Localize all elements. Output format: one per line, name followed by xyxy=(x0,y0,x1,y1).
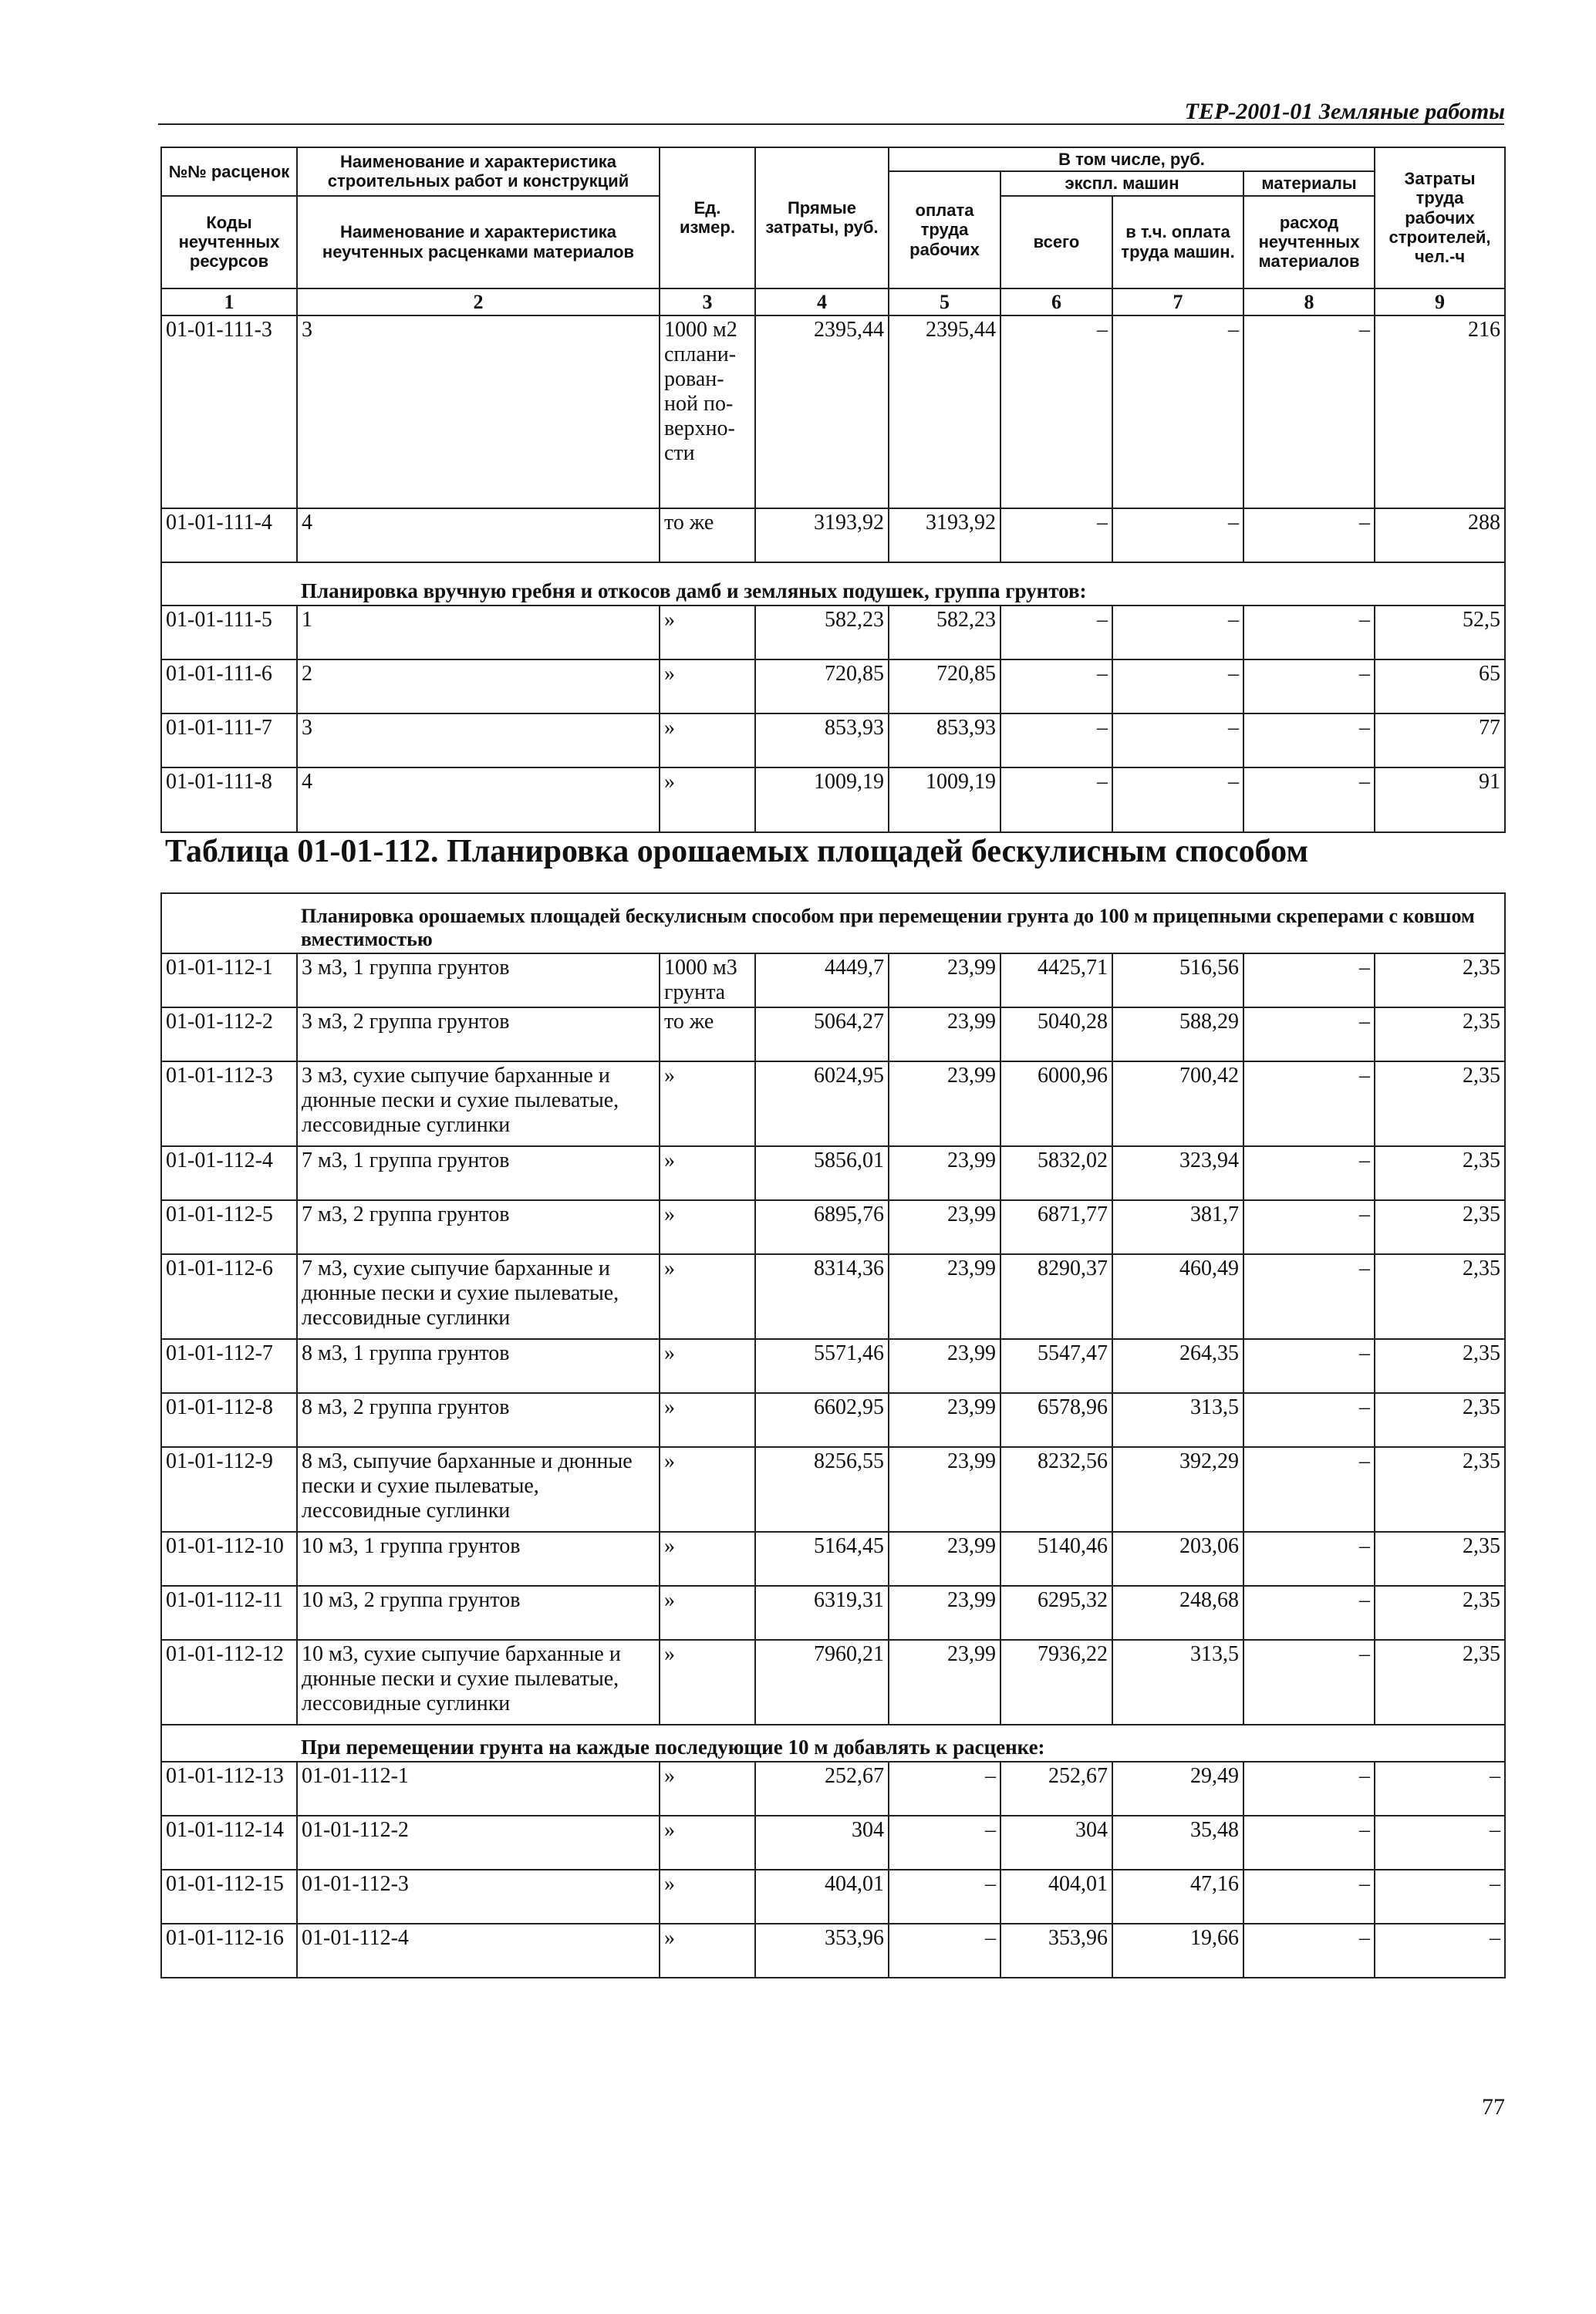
machine-operator-pay: 516,56 xyxy=(1112,953,1243,1007)
machine-operator-pay: 264,35 xyxy=(1112,1339,1243,1393)
worker-pay: 23,99 xyxy=(889,1447,1000,1532)
worker-pay: 2395,44 xyxy=(889,315,1000,508)
page-number: 77 xyxy=(1482,2094,1505,2120)
worker-pay: 853,93 xyxy=(889,713,1000,767)
work-name: 3 м3, сухие сыпучие барханные и дюнные пески и сухие пылеватые, лессовидные суглинки xyxy=(297,1061,660,1146)
rate-code: 01-01-111-4 xyxy=(161,508,297,562)
table-row xyxy=(161,315,1505,508)
section-row xyxy=(161,1725,1505,1762)
unit: » xyxy=(660,1924,755,1978)
header-name-bottom: Наименование и характеристика неучтенных расценками материалов xyxy=(297,196,660,288)
unit: » xyxy=(660,1339,755,1393)
rate-code: 01-01-112-16 xyxy=(161,1924,297,1978)
work-name: 3 xyxy=(297,713,660,767)
direct-costs: 8314,36 xyxy=(755,1254,889,1339)
rate-code: 01-01-112-11 xyxy=(161,1586,297,1640)
machine-operator-pay: – xyxy=(1112,508,1243,562)
materials: – xyxy=(1243,1339,1375,1393)
header-machine-operator-pay: в т.ч. оплата труда машин. xyxy=(1112,196,1243,288)
machines-total: 353,96 xyxy=(1000,1924,1112,1978)
labor-hours: – xyxy=(1375,1870,1505,1924)
labor-hours: 2,35 xyxy=(1375,1254,1505,1339)
direct-costs: 4449,7 xyxy=(755,953,889,1007)
labor-hours: 216 xyxy=(1375,315,1505,508)
column-index: 7 xyxy=(1112,288,1243,316)
direct-costs: 5571,46 xyxy=(755,1339,889,1393)
unit: » xyxy=(660,1586,755,1640)
machines-total: – xyxy=(1000,605,1112,659)
rate-code: 01-01-112-4 xyxy=(161,1146,297,1200)
machine-operator-pay: 588,29 xyxy=(1112,1007,1243,1061)
labor-hours: 2,35 xyxy=(1375,1586,1505,1640)
labor-hours: 91 xyxy=(1375,767,1505,832)
unit: » xyxy=(660,1447,755,1532)
labor-hours: 65 xyxy=(1375,659,1505,713)
rate-code: 01-01-112-15 xyxy=(161,1870,297,1924)
header-unit: Ед. измер. xyxy=(660,147,755,288)
labor-hours: 2,35 xyxy=(1375,1146,1505,1200)
unit: » xyxy=(660,1061,755,1146)
machines-total: 252,67 xyxy=(1000,1762,1112,1816)
rate-code: 01-01-112-8 xyxy=(161,1393,297,1447)
worker-pay: 1009,19 xyxy=(889,767,1000,832)
header-machines-total: всего xyxy=(1000,196,1112,288)
materials: – xyxy=(1243,1146,1375,1200)
direct-costs: 5064,27 xyxy=(755,1007,889,1061)
work-name: 8 м3, 1 группа грунтов xyxy=(297,1339,660,1393)
rate-code: 01-01-112-7 xyxy=(161,1339,297,1393)
worker-pay: 23,99 xyxy=(889,1007,1000,1061)
labor-hours: 2,35 xyxy=(1375,1007,1505,1061)
materials: – xyxy=(1243,659,1375,713)
rate-code: 01-01-112-2 xyxy=(161,1007,297,1061)
machines-total: 6578,96 xyxy=(1000,1393,1112,1447)
materials: – xyxy=(1243,1924,1375,1978)
unit: » xyxy=(660,1532,755,1586)
direct-costs: 404,01 xyxy=(755,1870,889,1924)
worker-pay: 23,99 xyxy=(889,1061,1000,1146)
machines-total: – xyxy=(1000,315,1112,508)
table-row xyxy=(161,605,1505,659)
labor-hours: 2,35 xyxy=(1375,1640,1505,1725)
materials: – xyxy=(1243,1762,1375,1816)
unit: » xyxy=(660,605,755,659)
labor-hours: – xyxy=(1375,1762,1505,1816)
machines-total: 6871,77 xyxy=(1000,1200,1112,1254)
unit: » xyxy=(660,1393,755,1447)
unit: » xyxy=(660,767,755,832)
materials: – xyxy=(1243,508,1375,562)
materials: – xyxy=(1243,1007,1375,1061)
worker-pay: 23,99 xyxy=(889,953,1000,1007)
table-01-01-112 xyxy=(160,892,1506,1978)
work-name: 01-01-112-1 xyxy=(297,1762,660,1816)
table-row xyxy=(161,1146,1505,1200)
table-row xyxy=(161,1339,1505,1393)
unit: то же xyxy=(660,1007,755,1061)
work-name: 01-01-112-3 xyxy=(297,1870,660,1924)
table-row xyxy=(161,1762,1505,1816)
materials: – xyxy=(1243,1816,1375,1870)
header-codes-top: №№ расценок xyxy=(161,147,297,196)
table-row xyxy=(161,1924,1505,1978)
machine-operator-pay: 313,5 xyxy=(1112,1393,1243,1447)
table-row xyxy=(161,1870,1505,1924)
direct-costs: 6602,95 xyxy=(755,1393,889,1447)
machine-operator-pay: – xyxy=(1112,767,1243,832)
table-row xyxy=(161,508,1505,562)
materials: – xyxy=(1243,1870,1375,1924)
labor-hours: 2,35 xyxy=(1375,1532,1505,1586)
unit: » xyxy=(660,1146,755,1200)
direct-costs: 8256,55 xyxy=(755,1447,889,1532)
machines-total: 5040,28 xyxy=(1000,1007,1112,1061)
machine-operator-pay: 47,16 xyxy=(1112,1870,1243,1924)
machine-operator-pay: – xyxy=(1112,605,1243,659)
rate-code: 01-01-111-3 xyxy=(161,315,297,508)
rate-code: 01-01-112-10 xyxy=(161,1532,297,1586)
machine-operator-pay: – xyxy=(1112,315,1243,508)
direct-costs: 7960,21 xyxy=(755,1640,889,1725)
unit: » xyxy=(660,1762,755,1816)
section-row xyxy=(161,893,1505,953)
machines-total: 8232,56 xyxy=(1000,1447,1112,1532)
labor-hours: – xyxy=(1375,1924,1505,1978)
machines-total: 7936,22 xyxy=(1000,1640,1112,1725)
worker-pay: 23,99 xyxy=(889,1254,1000,1339)
work-name: 8 м3, 2 группа грунтов xyxy=(297,1393,660,1447)
labor-hours: 2,35 xyxy=(1375,1447,1505,1532)
machines-total: 6295,32 xyxy=(1000,1586,1112,1640)
worker-pay: – xyxy=(889,1870,1000,1924)
direct-costs: 353,96 xyxy=(755,1924,889,1978)
column-index: 3 xyxy=(660,288,755,316)
worker-pay: 720,85 xyxy=(889,659,1000,713)
work-name: 01-01-112-4 xyxy=(297,1924,660,1978)
rate-code: 01-01-112-14 xyxy=(161,1816,297,1870)
direct-costs: 853,93 xyxy=(755,713,889,767)
materials: – xyxy=(1243,605,1375,659)
unit: » xyxy=(660,1640,755,1725)
work-name: 10 м3, сухие сыпучие барханные и дюнные пески и сухие пылеватые, лессовидные суглинки xyxy=(297,1640,660,1725)
machine-operator-pay: 248,68 xyxy=(1112,1586,1243,1640)
direct-costs: 252,67 xyxy=(755,1762,889,1816)
header-direct-costs: Прямые затраты, руб. xyxy=(755,147,889,288)
header-codes-bottom: Коды неучтенных ресурсов xyxy=(161,196,297,288)
materials: – xyxy=(1243,1200,1375,1254)
table-title: Таблица 01-01-112. Планировка орошаемых площадей бескулисным способом xyxy=(165,834,1308,869)
section-title: Планировка вручную гребня и откосов дамб и земляных подушек, группа грунтов: xyxy=(161,562,1505,605)
labor-hours: 2,35 xyxy=(1375,1393,1505,1447)
rate-code: 01-01-112-13 xyxy=(161,1762,297,1816)
work-name: 7 м3, 2 группа грунтов xyxy=(297,1200,660,1254)
column-index: 1 xyxy=(161,288,297,316)
column-index: 9 xyxy=(1375,288,1505,316)
rate-code: 01-01-112-1 xyxy=(161,953,297,1007)
labor-hours: 2,35 xyxy=(1375,1200,1505,1254)
labor-hours: 2,35 xyxy=(1375,1339,1505,1393)
table-row xyxy=(161,1254,1505,1339)
section-title: Планировка орошаемых площадей бескулисным способом при перемещении грунта до 100 м прицепными скреперами с ковшом вместимостью xyxy=(161,893,1505,953)
section-row xyxy=(161,562,1505,605)
machines-total: – xyxy=(1000,767,1112,832)
labor-hours: 288 xyxy=(1375,508,1505,562)
column-index: 2 xyxy=(297,288,660,316)
worker-pay: – xyxy=(889,1816,1000,1870)
table-row xyxy=(161,1816,1505,1870)
worker-pay: 582,23 xyxy=(889,605,1000,659)
machines-total: 5140,46 xyxy=(1000,1532,1112,1586)
unit: » xyxy=(660,1200,755,1254)
table-row xyxy=(161,767,1505,832)
direct-costs: 6024,95 xyxy=(755,1061,889,1146)
labor-hours: – xyxy=(1375,1816,1505,1870)
table-row xyxy=(161,713,1505,767)
rate-code: 01-01-112-6 xyxy=(161,1254,297,1339)
header-including: В том числе, руб. xyxy=(889,147,1375,171)
work-name: 4 xyxy=(297,508,660,562)
machines-total: – xyxy=(1000,659,1112,713)
machines-total: 5832,02 xyxy=(1000,1146,1112,1200)
table-row xyxy=(161,1061,1505,1146)
machine-operator-pay: 19,66 xyxy=(1112,1924,1243,1978)
machines-total: – xyxy=(1000,713,1112,767)
machines-total: 4425,71 xyxy=(1000,953,1112,1007)
machine-operator-pay: 323,94 xyxy=(1112,1146,1243,1200)
table-row xyxy=(161,1586,1505,1640)
unit: 1000 м2 сплани-рован-ной по-верхно-сти xyxy=(660,315,755,508)
rate-code: 01-01-112-12 xyxy=(161,1640,297,1725)
rate-code: 01-01-112-9 xyxy=(161,1447,297,1532)
direct-costs: 720,85 xyxy=(755,659,889,713)
materials: – xyxy=(1243,1061,1375,1146)
section-title: При перемещении грунта на каждые последующие 10 м добавлять к расценке: xyxy=(161,1725,1505,1762)
work-name: 2 xyxy=(297,659,660,713)
column-index: 6 xyxy=(1000,288,1112,316)
rate-code: 01-01-112-5 xyxy=(161,1200,297,1254)
header-rule xyxy=(158,123,1504,125)
materials: – xyxy=(1243,713,1375,767)
worker-pay: 23,99 xyxy=(889,1640,1000,1725)
rate-code: 01-01-112-3 xyxy=(161,1061,297,1146)
rate-code: 01-01-111-5 xyxy=(161,605,297,659)
unit: » xyxy=(660,659,755,713)
work-name: 3 м3, 2 группа грунтов xyxy=(297,1007,660,1061)
machines-total: 304 xyxy=(1000,1816,1112,1870)
work-name: 4 xyxy=(297,767,660,832)
worker-pay: 23,99 xyxy=(889,1532,1000,1586)
machines-total: – xyxy=(1000,508,1112,562)
direct-costs: 3193,92 xyxy=(755,508,889,562)
unit: » xyxy=(660,1870,755,1924)
machine-operator-pay: 203,06 xyxy=(1112,1532,1243,1586)
header-machines: экспл. машин xyxy=(1000,171,1243,195)
worker-pay: – xyxy=(889,1762,1000,1816)
machine-operator-pay: 35,48 xyxy=(1112,1816,1243,1870)
direct-costs: 304 xyxy=(755,1816,889,1870)
column-index: 5 xyxy=(889,288,1000,316)
machine-operator-pay: 460,49 xyxy=(1112,1254,1243,1339)
materials: – xyxy=(1243,1640,1375,1725)
header-worker-pay: оплата труда рабочих xyxy=(889,171,1000,288)
materials: – xyxy=(1243,767,1375,832)
labor-hours: 77 xyxy=(1375,713,1505,767)
table-row xyxy=(161,1532,1505,1586)
machines-total: 404,01 xyxy=(1000,1870,1112,1924)
running-head: ТЕР-2001-01 Земляные работы xyxy=(1184,99,1505,124)
worker-pay: 3193,92 xyxy=(889,508,1000,562)
table-row xyxy=(161,953,1505,1007)
materials: – xyxy=(1243,1254,1375,1339)
work-name: 1 xyxy=(297,605,660,659)
labor-hours: 2,35 xyxy=(1375,953,1505,1007)
rate-code: 01-01-111-8 xyxy=(161,767,297,832)
direct-costs: 5856,01 xyxy=(755,1146,889,1200)
materials: – xyxy=(1243,1586,1375,1640)
machine-operator-pay: 700,42 xyxy=(1112,1061,1243,1146)
work-name: 3 xyxy=(297,315,660,508)
worker-pay: 23,99 xyxy=(889,1393,1000,1447)
work-name: 10 м3, 2 группа грунтов xyxy=(297,1586,660,1640)
worker-pay: 23,99 xyxy=(889,1586,1000,1640)
worker-pay: 23,99 xyxy=(889,1339,1000,1393)
machine-operator-pay: 381,7 xyxy=(1112,1200,1243,1254)
unit: то же xyxy=(660,508,755,562)
unit: » xyxy=(660,1816,755,1870)
unit: 1000 м3 грунта xyxy=(660,953,755,1007)
header-unaccounted-materials: расход неучтенных материалов xyxy=(1243,196,1375,288)
header-labor-hours: Затраты труда рабочих строителей, чел.-ч xyxy=(1375,147,1505,288)
worker-pay: 23,99 xyxy=(889,1200,1000,1254)
table-01-01-111 xyxy=(160,147,1506,833)
worker-pay: – xyxy=(889,1924,1000,1978)
table-row xyxy=(161,1447,1505,1532)
machines-total: 6000,96 xyxy=(1000,1061,1112,1146)
table-row xyxy=(161,1640,1505,1725)
work-name: 7 м3, 1 группа грунтов xyxy=(297,1146,660,1200)
direct-costs: 1009,19 xyxy=(755,767,889,832)
column-index: 4 xyxy=(755,288,889,316)
machine-operator-pay: 313,5 xyxy=(1112,1640,1243,1725)
table-header xyxy=(161,147,1505,315)
worker-pay: 23,99 xyxy=(889,1146,1000,1200)
machine-operator-pay: 29,49 xyxy=(1112,1762,1243,1816)
materials: – xyxy=(1243,315,1375,508)
direct-costs: 6319,31 xyxy=(755,1586,889,1640)
table-row xyxy=(161,659,1505,713)
materials: – xyxy=(1243,953,1375,1007)
unit: » xyxy=(660,713,755,767)
work-name: 8 м3, сыпучие барханные и дюнные пески и сухие пылеватые, лессовидные суглинки xyxy=(297,1447,660,1532)
rate-code: 01-01-111-6 xyxy=(161,659,297,713)
materials: – xyxy=(1243,1447,1375,1532)
table-row xyxy=(161,1200,1505,1254)
machine-operator-pay: – xyxy=(1112,659,1243,713)
work-name: 01-01-112-2 xyxy=(297,1816,660,1870)
table-row xyxy=(161,1393,1505,1447)
direct-costs: 2395,44 xyxy=(755,315,889,508)
machine-operator-pay: – xyxy=(1112,713,1243,767)
table-row xyxy=(161,1007,1505,1061)
machines-total: 5547,47 xyxy=(1000,1339,1112,1393)
rate-code: 01-01-111-7 xyxy=(161,713,297,767)
work-name: 3 м3, 1 группа грунтов xyxy=(297,953,660,1007)
labor-hours: 2,35 xyxy=(1375,1061,1505,1146)
direct-costs: 6895,76 xyxy=(755,1200,889,1254)
header-materials: материалы xyxy=(1243,171,1375,195)
column-index: 8 xyxy=(1243,288,1375,316)
unit: » xyxy=(660,1254,755,1339)
header-name-top: Наименование и характеристика строительных работ и конструкций xyxy=(297,147,660,196)
machines-total: 8290,37 xyxy=(1000,1254,1112,1339)
work-name: 7 м3, сухие сыпучие барханные и дюнные пески и сухие пылеватые, лессовидные суглинки xyxy=(297,1254,660,1339)
work-name: 10 м3, 1 группа грунтов xyxy=(297,1532,660,1586)
materials: – xyxy=(1243,1393,1375,1447)
materials: – xyxy=(1243,1532,1375,1586)
labor-hours: 52,5 xyxy=(1375,605,1505,659)
direct-costs: 582,23 xyxy=(755,605,889,659)
direct-costs: 5164,45 xyxy=(755,1532,889,1586)
machine-operator-pay: 392,29 xyxy=(1112,1447,1243,1532)
